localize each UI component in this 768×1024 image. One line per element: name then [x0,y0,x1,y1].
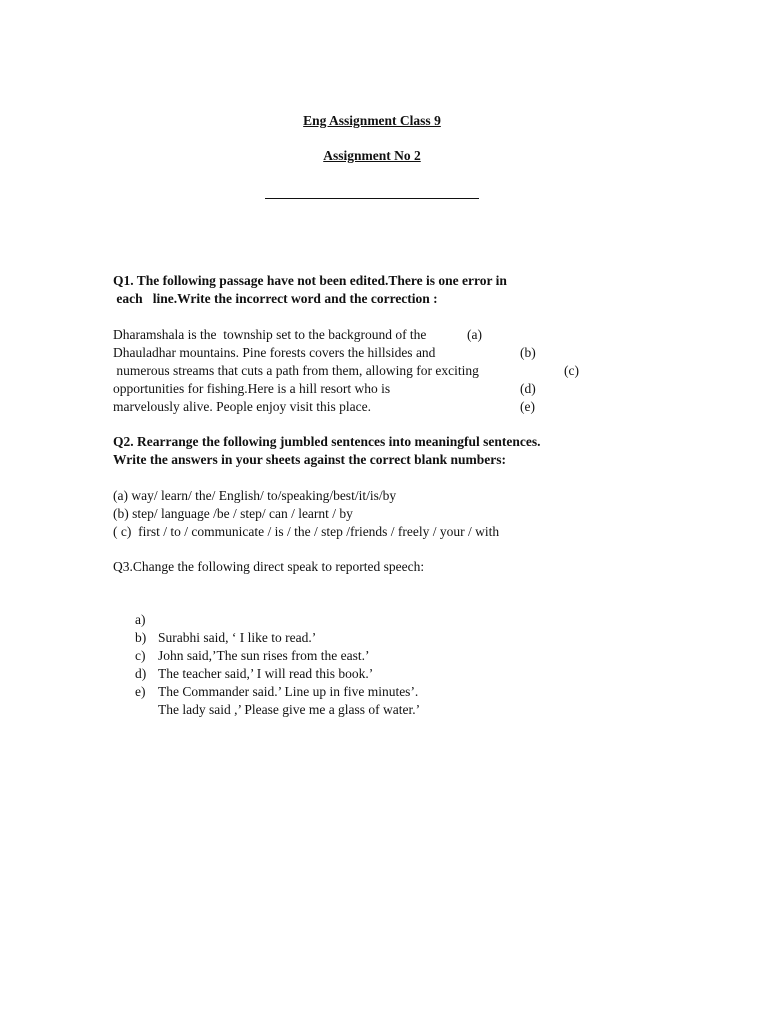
passage-line-d: opportunities for fishing.Here is a hill resort who is [113,381,391,396]
q1-heading-line-1: Q1. The following passage have not been edited.There is one error in [113,273,507,288]
list-item [135,593,317,645]
list-item-label: a) [135,612,146,627]
speech-list [135,593,421,717]
passage-line-a: Dharamshala is the township set to the background of the [113,327,427,342]
list-item-label: b) [135,630,147,645]
jumbled-sentence-c: ( c) first / to / communicate / is / the / step /friends / freely / your / with [113,524,500,539]
q2-heading-line-1: Q2. Rearrange the following jumbled sentences into meaningful sentences. [113,434,541,449]
separator-line [265,198,479,199]
passage-mark-d: (d) [520,381,536,396]
passage-mark-c: (c) [564,363,579,378]
list-item-label: e) [135,684,146,699]
list-item-text: Surabhi said, ‘ I like to read.’ [158,630,317,645]
passage-line-e: marvelously alive. People enjoy visit this place. [113,399,371,414]
passage-line-b: Dhauladhar mountains. Pine forests covers the hillsides and [113,345,436,360]
jumbled-sentence-a: (a) way/ learn/ the/ English/ to/speaking/best/it/is/by [113,488,397,503]
passage-mark-e: (e) [520,399,535,414]
passage-mark-a: (a) [467,327,482,342]
assignment-number: Assignment No 2 [323,148,421,163]
jumbled-sentence-b: (b) step/ language /be / step/ can / learnt / by [113,506,353,521]
list-item-text: The Commander said.’ Line up in five minutes’. [158,684,419,699]
list-item-text: The teacher said,’ I will read this book.’ [158,666,374,681]
passage-mark-b: (b) [520,345,536,360]
passage-line-c: numerous streams that cuts a path from them, allowing for exciting [113,363,479,378]
list-item-label: c) [135,648,146,663]
q3-heading: Q3.Change the following direct speak to reported speech: [113,559,425,574]
list-item-label: d) [135,666,147,681]
assignment-title: Eng Assignment Class 9 [303,113,441,128]
q2-heading-line-2: Write the answers in your sheets against the correct blank numbers: [113,452,506,467]
list-item-text: The lady said ,’ Please give me a glass of water.’ [158,702,421,717]
q1-heading-line-2: each line.Write the incorrect word and the correction : [113,291,438,306]
list-item-text: John said,’The sun rises from the east.’ [158,648,370,663]
